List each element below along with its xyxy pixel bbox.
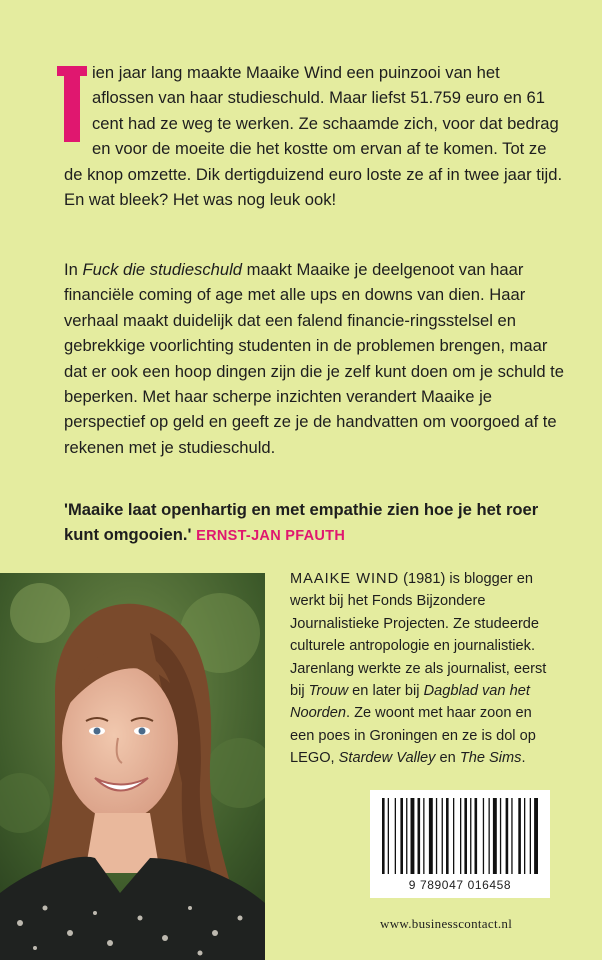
barcode-stripe	[446, 798, 449, 874]
quote-text: 'Maaike laat openhartig en met empathie zien hoe je het roer kunt omgooien.'	[64, 500, 539, 545]
barcode	[370, 790, 550, 898]
barcode-stripe	[530, 798, 531, 874]
barcode-stripe	[406, 798, 407, 874]
quote-author: ERNST-JAN PFAUTH	[196, 528, 346, 545]
barcode-stripe	[411, 798, 415, 874]
blurb-p2-text: maakt Maaike je deelgenoot van haar financiële coming of age met alle ups en downs van dien. Haar verhaal maakt duidelijk dat een falend financie-ringsstelsel en gebrekkige voorlichting studenten in de problemen brengen, maar dat er ook een hoop dingen zijn die je zelf kunt doen om je schuld te beperken. Met haar scherpe inzichten verandert Maaike je perspectief op geld en geeft ze je de handvatten om voorgoed af te rekenen met je studieschuld.	[64, 260, 564, 457]
barcode-stripe	[418, 798, 421, 874]
bio-italic-stardew: Stardew Valley	[338, 750, 436, 767]
barcode-stripe	[506, 798, 509, 874]
bio-italic-trouw: Trouw	[308, 683, 349, 700]
bio-text-1: (1981) is blogger en werkt bij het Fonds Bijzondere Journalistieke Projecten. Ze studeerde culturele antropologie en journalistiek. Jarenlang werkte ze als journalist, eerst bij	[290, 571, 547, 700]
barcode-stripe	[483, 798, 484, 874]
blurb-paragraph-1-text: ien jaar lang maakte Maaike Wind een puinzooi van het aflossen van haar studieschuld. Maar liefst 51.759 euro en 61 cent had ze weg te werken. Ze schaamde zich, voor dat bedrag en voor de moeite die het kostte om ervan af te komen. Tot ze de knop omzette. Dik dertigduizend euro loste ze af in twee jaar tijd. En wat bleek? Het was nog leuk ook!	[64, 63, 563, 210]
barcode-stripe	[453, 798, 454, 874]
barcode-stripe	[382, 798, 385, 874]
barcode-stripe	[464, 798, 467, 874]
barcode-stripe	[460, 798, 461, 874]
review-quote	[64, 497, 564, 550]
publisher-url: www.businesscontact.nl	[380, 916, 513, 931]
author-bio	[290, 568, 552, 770]
author-photo	[0, 573, 265, 960]
author-name: MAAIKE WIND	[290, 571, 400, 587]
blurb-paragraph-2	[64, 257, 564, 460]
barcode-stripe	[395, 798, 396, 874]
barcode-stripe	[423, 798, 424, 874]
blurb-p2-lead: In	[64, 260, 83, 279]
barcode-stripe	[436, 798, 437, 874]
barcode-stripe	[489, 798, 490, 874]
barcode-stripe	[493, 798, 497, 874]
barcode-stripe	[518, 798, 521, 874]
bio-text-4: en	[435, 750, 460, 767]
isbn-number: 9 789047 016458	[408, 878, 512, 892]
bio-text-2: en later bij	[348, 683, 424, 700]
bio-italic-sims: The Sims	[459, 750, 522, 767]
barcode-stripe	[442, 798, 443, 874]
bio-italic-dagblad: Dagblad van het Noorden	[290, 683, 530, 722]
barcode-stripe	[534, 798, 538, 874]
blurb-paragraph-1	[64, 60, 564, 212]
barcode-stripe	[470, 798, 471, 874]
barcode-stripe	[500, 798, 501, 874]
barcode-stripe	[524, 798, 525, 874]
barcode-stripe	[429, 798, 433, 874]
barcode-stripe	[511, 798, 512, 874]
drop-cap-letter	[64, 66, 80, 142]
barcode-stripe	[400, 798, 403, 874]
barcode-stripe	[475, 798, 478, 874]
bio-text-3: . Ze woont met haar zoon en een poes in Groningen en ze is dol op LEGO,	[290, 705, 536, 767]
barcode-stripe	[388, 798, 389, 874]
bio-text-5: .	[521, 750, 526, 767]
book-title: Fuck die studieschuld	[82, 260, 243, 279]
